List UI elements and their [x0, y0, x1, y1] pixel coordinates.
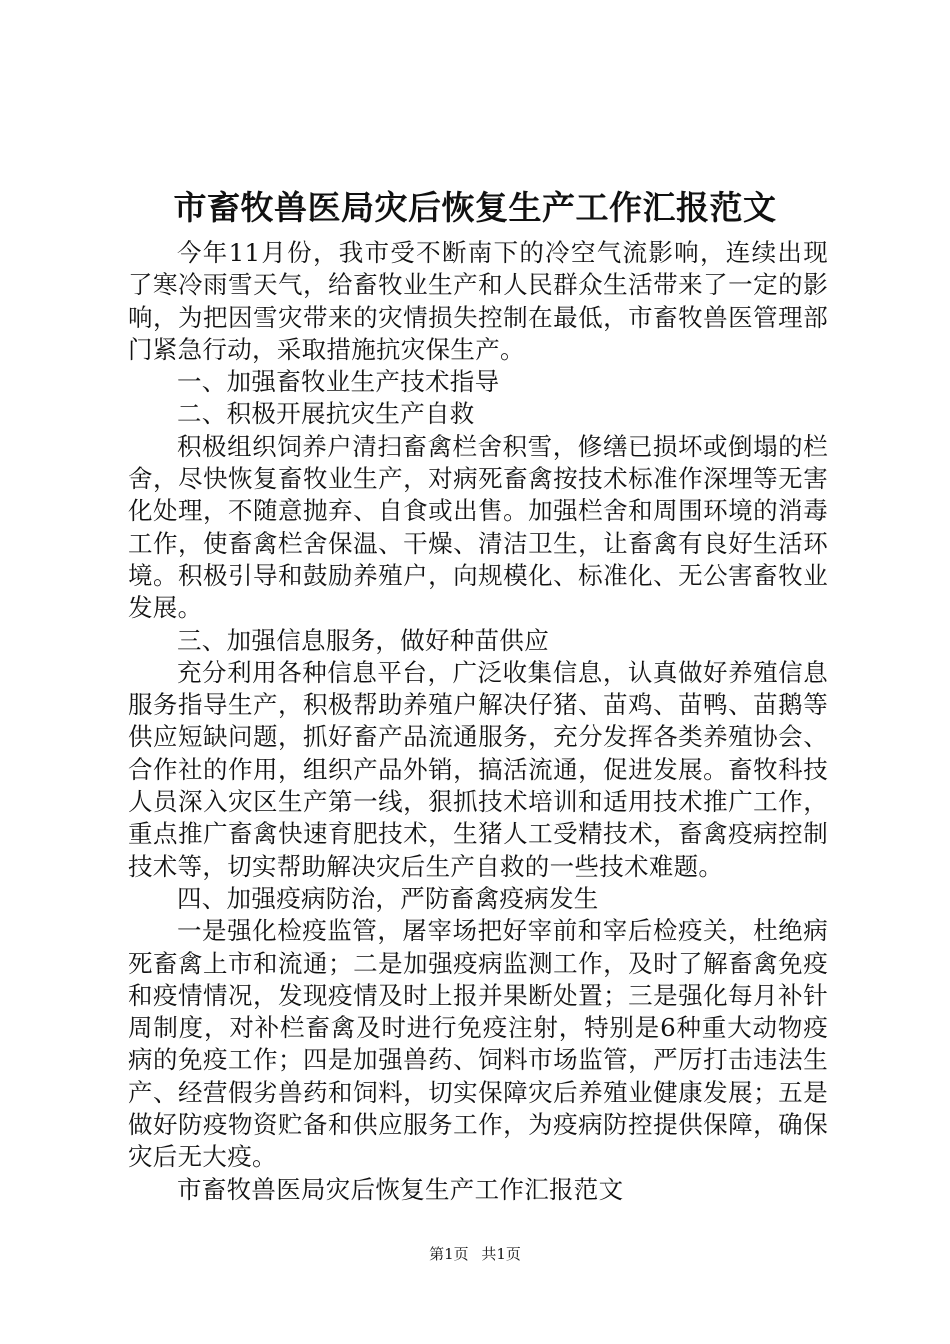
section-2-paragraph: 积极组织饲养户清扫畜禽栏舍积雪，修缮已损坏或倒塌的栏舍，尽快恢复畜牧业生产，对病死畜禽按技术标准作深埋等无害化处理，不随意抛弃、自食或出售。加强栏舍和周围环境的消毒工作，使畜禽栏舍保温、干燥、清洁卫生，让畜禽有良好生活环境。积极引导和鼓励养殖户，向规模化、标准化、无公害畜牧业发展。 — [128, 431, 828, 623]
section-heading-2: 二、积极开展抗灾生产自救 — [177, 399, 475, 429]
page-total: 共1页 — [481, 1245, 521, 1263]
intro-paragraph: 今年11月份，我市受不断南下的冷空气流影响，连续出现了寒冷雨雪天气，给畜牧业生产和人民群众生活带来了一定的影响，为把因雪灾带来的灾情损失控制在最低，市畜牧兽医管理部门紧急行动，采取措施抗灾保生产。 — [128, 238, 828, 364]
document-title: 市畜牧兽医局灾后恢复生产工作汇报范文 — [173, 188, 777, 227]
section-heading-3: 三、加强信息服务，做好种苗供应 — [177, 625, 549, 655]
section-3-paragraph: 充分利用各种信息平台，广泛收集信息，认真做好养殖信息服务指导生产，积极帮助养殖户解决仔猪、苗鸡、苗鸭、苗鹅等供应短缺问题，抓好畜产品流通服务，充分发挥各类养殖协会、合作社的作用，组织产品外销，搞活流通，促进发展。畜牧科技人员深入灾区生产第一线，狠抓技术培训和适用技术推广工作，重点推广畜禽快速育肥技术，生猪人工受精技术，畜禽疫病控制技术等，切实帮助解决灾后生产自救的一些技术难题。 — [128, 657, 828, 881]
section-heading-1: 一、加强畜牧业生产技术指导 — [177, 367, 500, 397]
page-number: 第1页 — [429, 1245, 469, 1263]
section-4-paragraph: 一是强化检疫监管，屠宰场把好宰前和宰后检疫关，杜绝病死畜禽上市和流通；二是加强疫病监测工作，及时了解畜禽免疫和疫情情况，发现疫情及时上报并果断处置；三是强化每月补针周制度，对补栏畜禽及时进行免疫注射，特别是6种重大动物疫病的免疫工作；四是加强兽药、饲料市场监管，严厉打击违法生产、经营假劣兽药和饲料，切实保障灾后养殖业健康发展；五是做好防疫物资贮备和供应服务工作，为疫病防控提供保障，确保灾后无大疫。 — [128, 916, 829, 1172]
section-heading-4: 四、加强疫病防治，严防畜禽疫病发生 — [177, 883, 599, 913]
document-body — [128, 237, 828, 1206]
closing-line: 市畜牧兽医局灾后恢复生产工作汇报范文 — [177, 1174, 624, 1204]
page-footer — [0, 1243, 950, 1265]
